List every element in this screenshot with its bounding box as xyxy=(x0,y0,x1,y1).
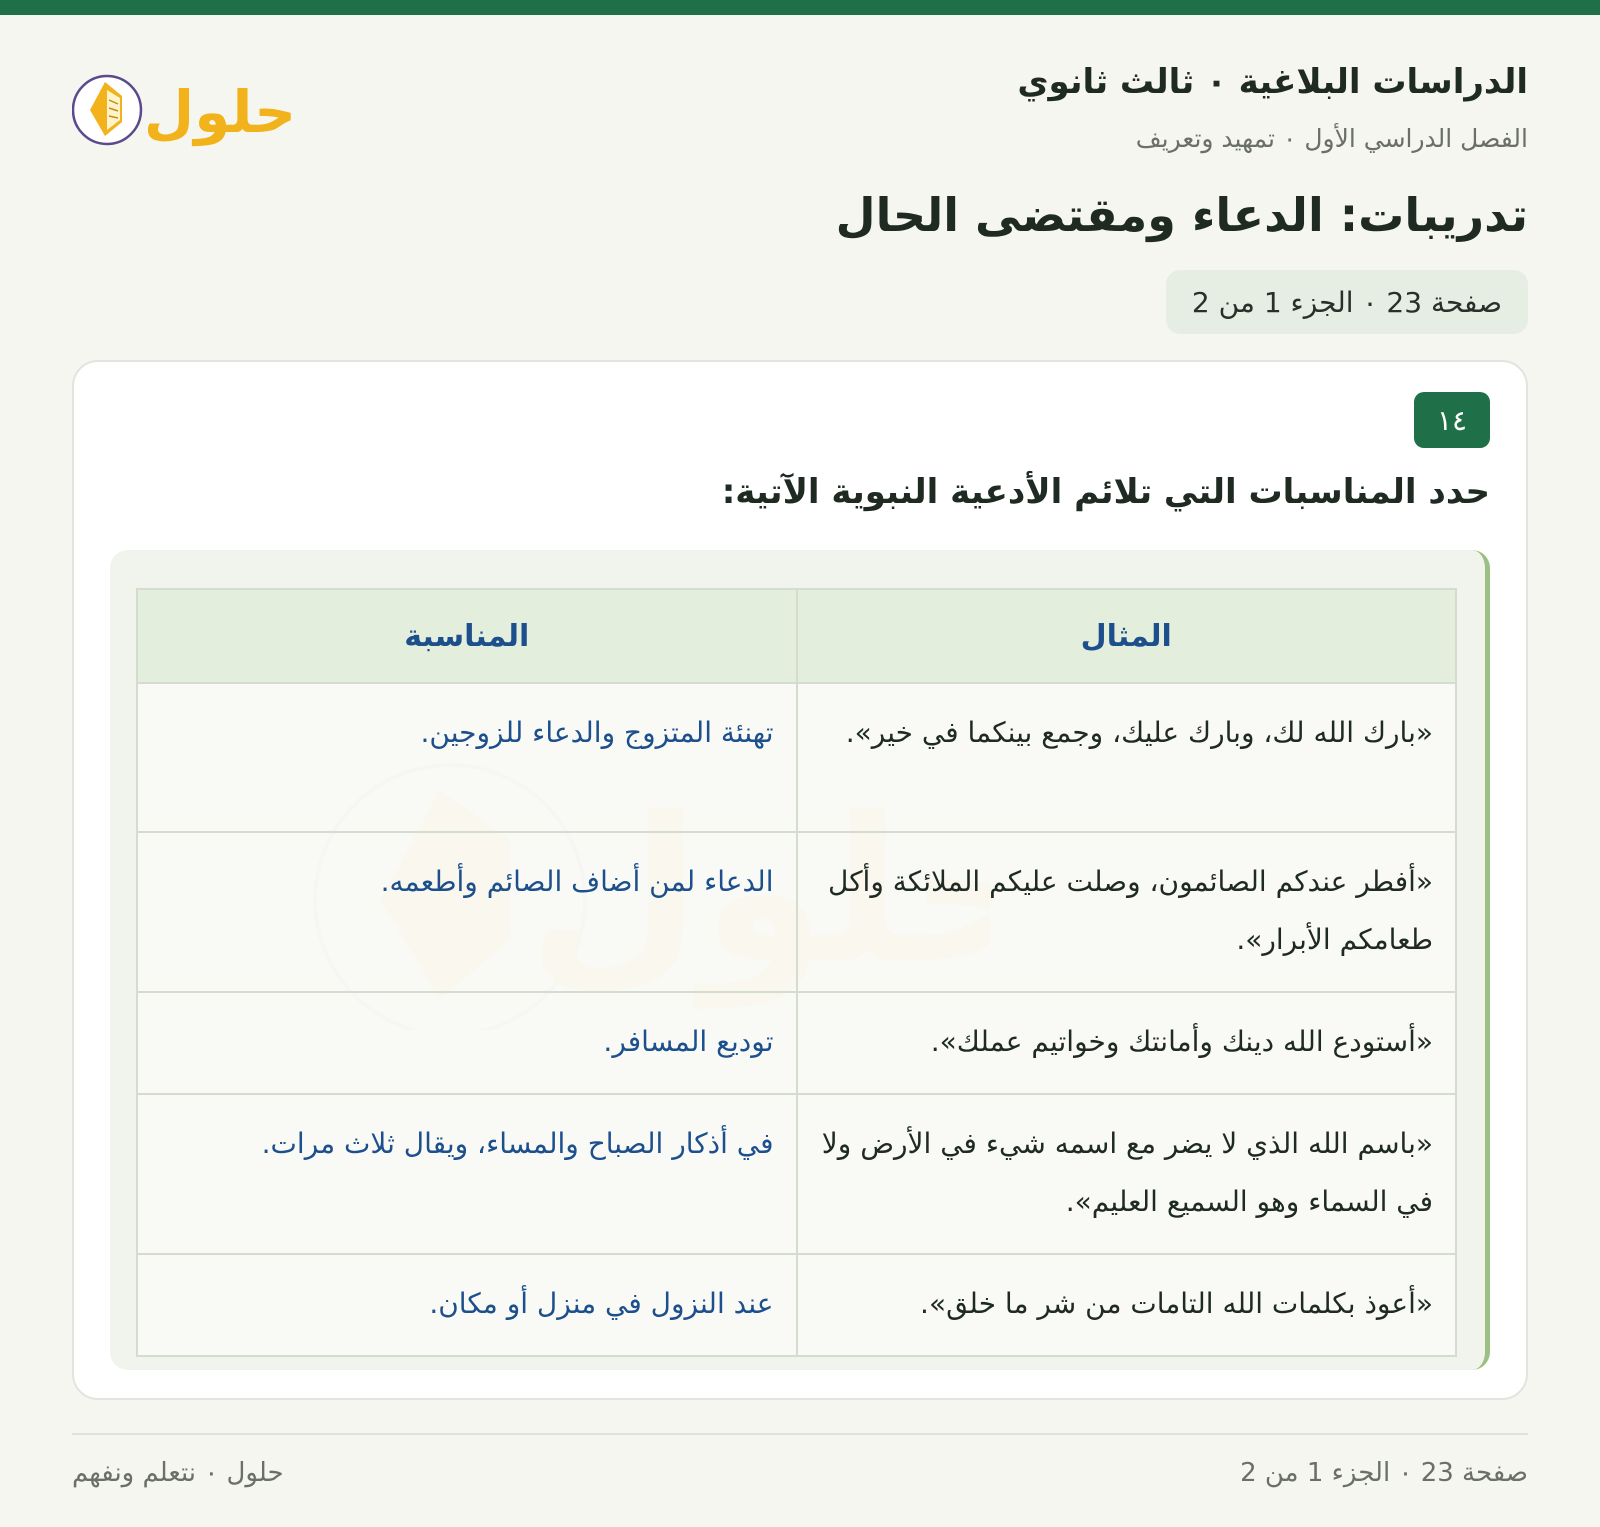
occasion-cell: الدعاء لمن أضاف الصائم وأطعمه. xyxy=(137,832,797,992)
example-cell: «أعوذ بكلمات الله التامات من شر ما خلق». xyxy=(797,1254,1457,1356)
page-title: تدريبات: الدعاء ومقتضى الحال xyxy=(835,188,1528,242)
example-cell: «باسم الله الذي لا يضر مع اسمه شيء في الأرض ولا في السماء وهو السميع العليم». xyxy=(797,1094,1457,1254)
question-text: حدد المناسبات التي تلائم الأدعية النبوية الآتية: xyxy=(721,472,1490,512)
table-row xyxy=(137,1254,1456,1356)
header xyxy=(72,60,1528,170)
table-row xyxy=(137,1094,1456,1254)
column-header-example: المثال xyxy=(797,589,1457,683)
question-number-badge: ١٤ xyxy=(1414,392,1490,448)
column-header-occasion: المناسبة xyxy=(137,589,797,683)
occasion-cell: عند النزول في منزل أو مكان. xyxy=(137,1254,797,1356)
hulool-logo[interactable] xyxy=(72,60,302,160)
example-cell: «بارك الله لك، وبارك عليك، وجمع بينكما في خير». xyxy=(797,683,1457,832)
occasion-cell: توديع المسافر. xyxy=(137,992,797,1094)
table-row xyxy=(137,992,1456,1094)
table-row xyxy=(137,832,1456,992)
page-indicator-badge: صفحة 23 ٠ الجزء 1 من 2 xyxy=(1166,270,1528,334)
top-accent-bar xyxy=(0,0,1600,15)
logo-wordmark: حلول xyxy=(143,78,297,146)
example-cell: «أفطر عندكم الصائمون، وصلت عليكم الملائكة وأكل طعامكم الأبرار». xyxy=(797,832,1457,992)
footer-brand[interactable]: حلول ٠ نتعلم ونفهم xyxy=(72,1458,284,1488)
subsection-subtitle: الفصل الدراسي الأول ٠ تمهيد وتعريف xyxy=(1135,124,1528,153)
subject-title: الدراسات البلاغية ٠ ثالث ثانوي xyxy=(1017,62,1528,102)
example-cell: «أستودع الله دينك وأمانتك وخواتيم عملك». xyxy=(797,992,1457,1094)
occasion-cell: في أذكار الصباح والمساء، ويقال ثلاث مرات. xyxy=(137,1094,797,1254)
occasion-cell: تهنئة المتزوج والدعاء للزوجين. xyxy=(137,683,797,832)
footer-divider xyxy=(72,1433,1528,1435)
table-row xyxy=(137,683,1456,832)
table-container xyxy=(110,550,1490,1370)
exercise-card xyxy=(72,360,1528,1400)
supplications-table xyxy=(136,588,1457,1357)
footer-page-indicator: صفحة 23 ٠ الجزء 1 من 2 xyxy=(1240,1458,1528,1488)
